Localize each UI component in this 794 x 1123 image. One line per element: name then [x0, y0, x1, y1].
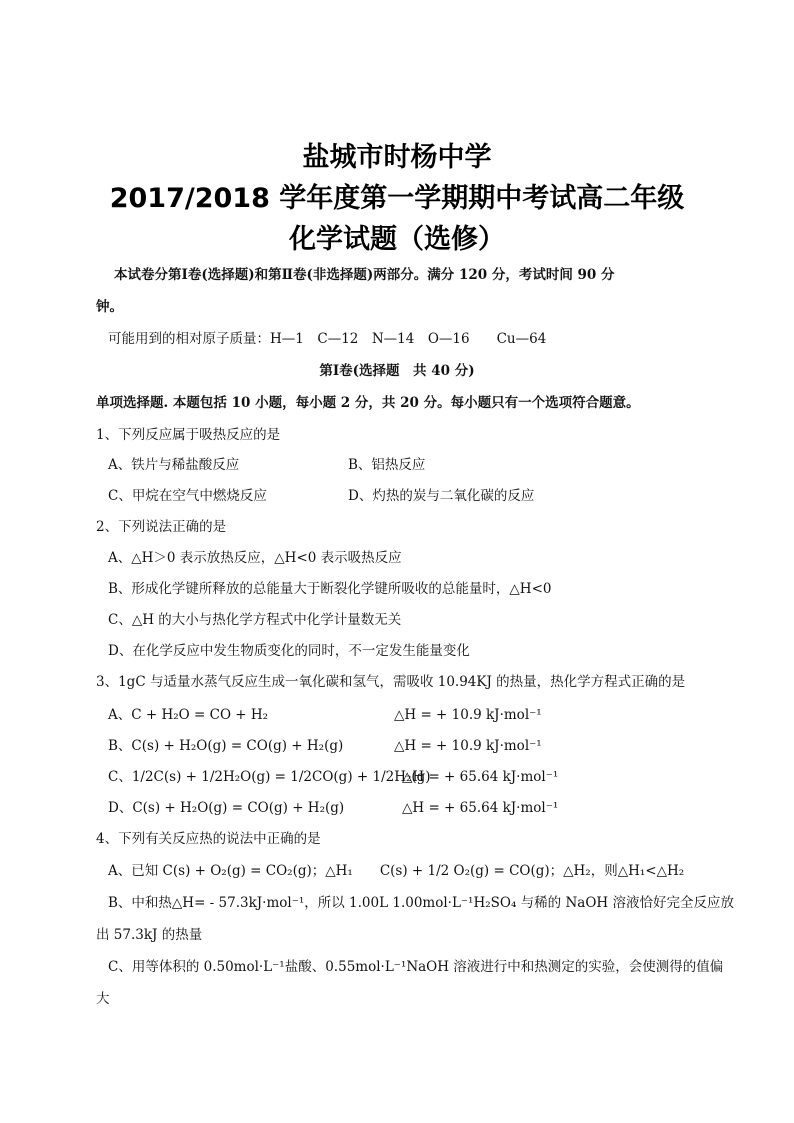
option-c-line-2: 大 — [96, 991, 110, 1007]
option-a: A、已知 C(s) + O₂(g) = CO₂(g)；△H₁ C(s) + 1/2 O₂(g) = CO(g)；△H₂，则△H₁<△H₂ — [108, 863, 685, 879]
question-stem: 2、下列说法正确的是 — [96, 519, 227, 535]
option-c-line-1: C、用等体积的 0.50mol·L⁻¹盐酸、0.55mol·L⁻¹NaOH 溶液进行中和热测定的实验，会使测得的值偏 — [108, 959, 724, 975]
option-d-equation: D、C(s) + H₂O(g) = CO(g) + H₂(g) — [108, 800, 345, 816]
school-name: 盐城市时杨中学 — [302, 142, 492, 173]
atomic-masses: 可能用到的相对原子质量：H—1 C—12 N—14 O—16 Cu—64 — [108, 331, 547, 347]
option-a: A、△H＞0 表示放热反应，△H<0 表示吸热反应 — [108, 550, 402, 566]
option-a-equation: A、C + H₂O = CO + H₂ — [108, 707, 269, 723]
option-c: C、甲烷在空气中燃烧反应 — [108, 488, 267, 504]
option-d-enthalpy: △H = + 65.64 kJ·mol⁻¹ — [402, 800, 559, 816]
question-stem: 4、下列有关反应热的说法中正确的是 — [96, 831, 321, 847]
option-b-line-1: B、中和热△H= - 57.3kJ·mol⁻¹，所以 1.00L 1.00mol·L⁻¹H₂SO₄ 与稀的 NaOH 溶液恰好完全反应放 — [108, 895, 734, 911]
option-d: D、在化学反应中发生物质变化的同时，不一定发生能量变化 — [108, 643, 470, 659]
intro-line-2: 钟。 — [96, 299, 123, 315]
question-stem: 1、下列反应属于吸热反应的是 — [96, 427, 281, 443]
option-c-equation: C、1/2C(s) + 1/2H₂O(g) = 1/2CO(g) + 1/2H₂(g) — [108, 769, 431, 785]
question-stem: 3、1gC 与适量水蒸气反应生成一氧化碳和氢气，需吸收 10.94KJ 的热量，热化学方程式正确的是 — [96, 674, 686, 690]
section-instruction: 单项选择题. 本题包括 10 小题，每小题 2 分，共 20 分。每小题只有一个选项符合题意。 — [96, 395, 640, 411]
option-a-enthalpy: △H = + 10.9 kJ·mol⁻¹ — [394, 707, 542, 723]
option-c-enthalpy: △H = + 65.64 kJ·mol⁻¹ — [402, 769, 559, 785]
option-b-line-2: 出 57.3kJ 的热量 — [96, 927, 203, 943]
option-b-enthalpy: △H = + 10.9 kJ·mol⁻¹ — [394, 738, 542, 754]
intro-line-1: 本试卷分第Ⅰ卷(选择题)和第Ⅱ卷(非选择题)两部分。满分 120 分，考试时间 90 分 — [114, 267, 615, 283]
option-b: B、铝热反应 — [348, 457, 426, 473]
exam-title: 2017/2018 学年度第一学期期中考试高二年级 — [109, 183, 685, 214]
option-d: D、灼热的炭与二氧化碳的反应 — [348, 488, 535, 504]
option-a: A、铁片与稀盐酸反应 — [108, 457, 240, 473]
option-b: B、形成化学键所释放的总能量大于断裂化学键所吸收的总能量时，△H<0 — [108, 581, 552, 597]
subject-title: 化学试题（选修） — [289, 224, 505, 255]
section-title: 第Ⅰ卷(选择题 共 40 分) — [319, 363, 475, 379]
option-c: C、△H 的大小与热化学方程式中化学计量数无关 — [108, 612, 402, 628]
option-b-equation: B、C(s) + H₂O(g) = CO(g) + H₂(g) — [108, 738, 344, 754]
